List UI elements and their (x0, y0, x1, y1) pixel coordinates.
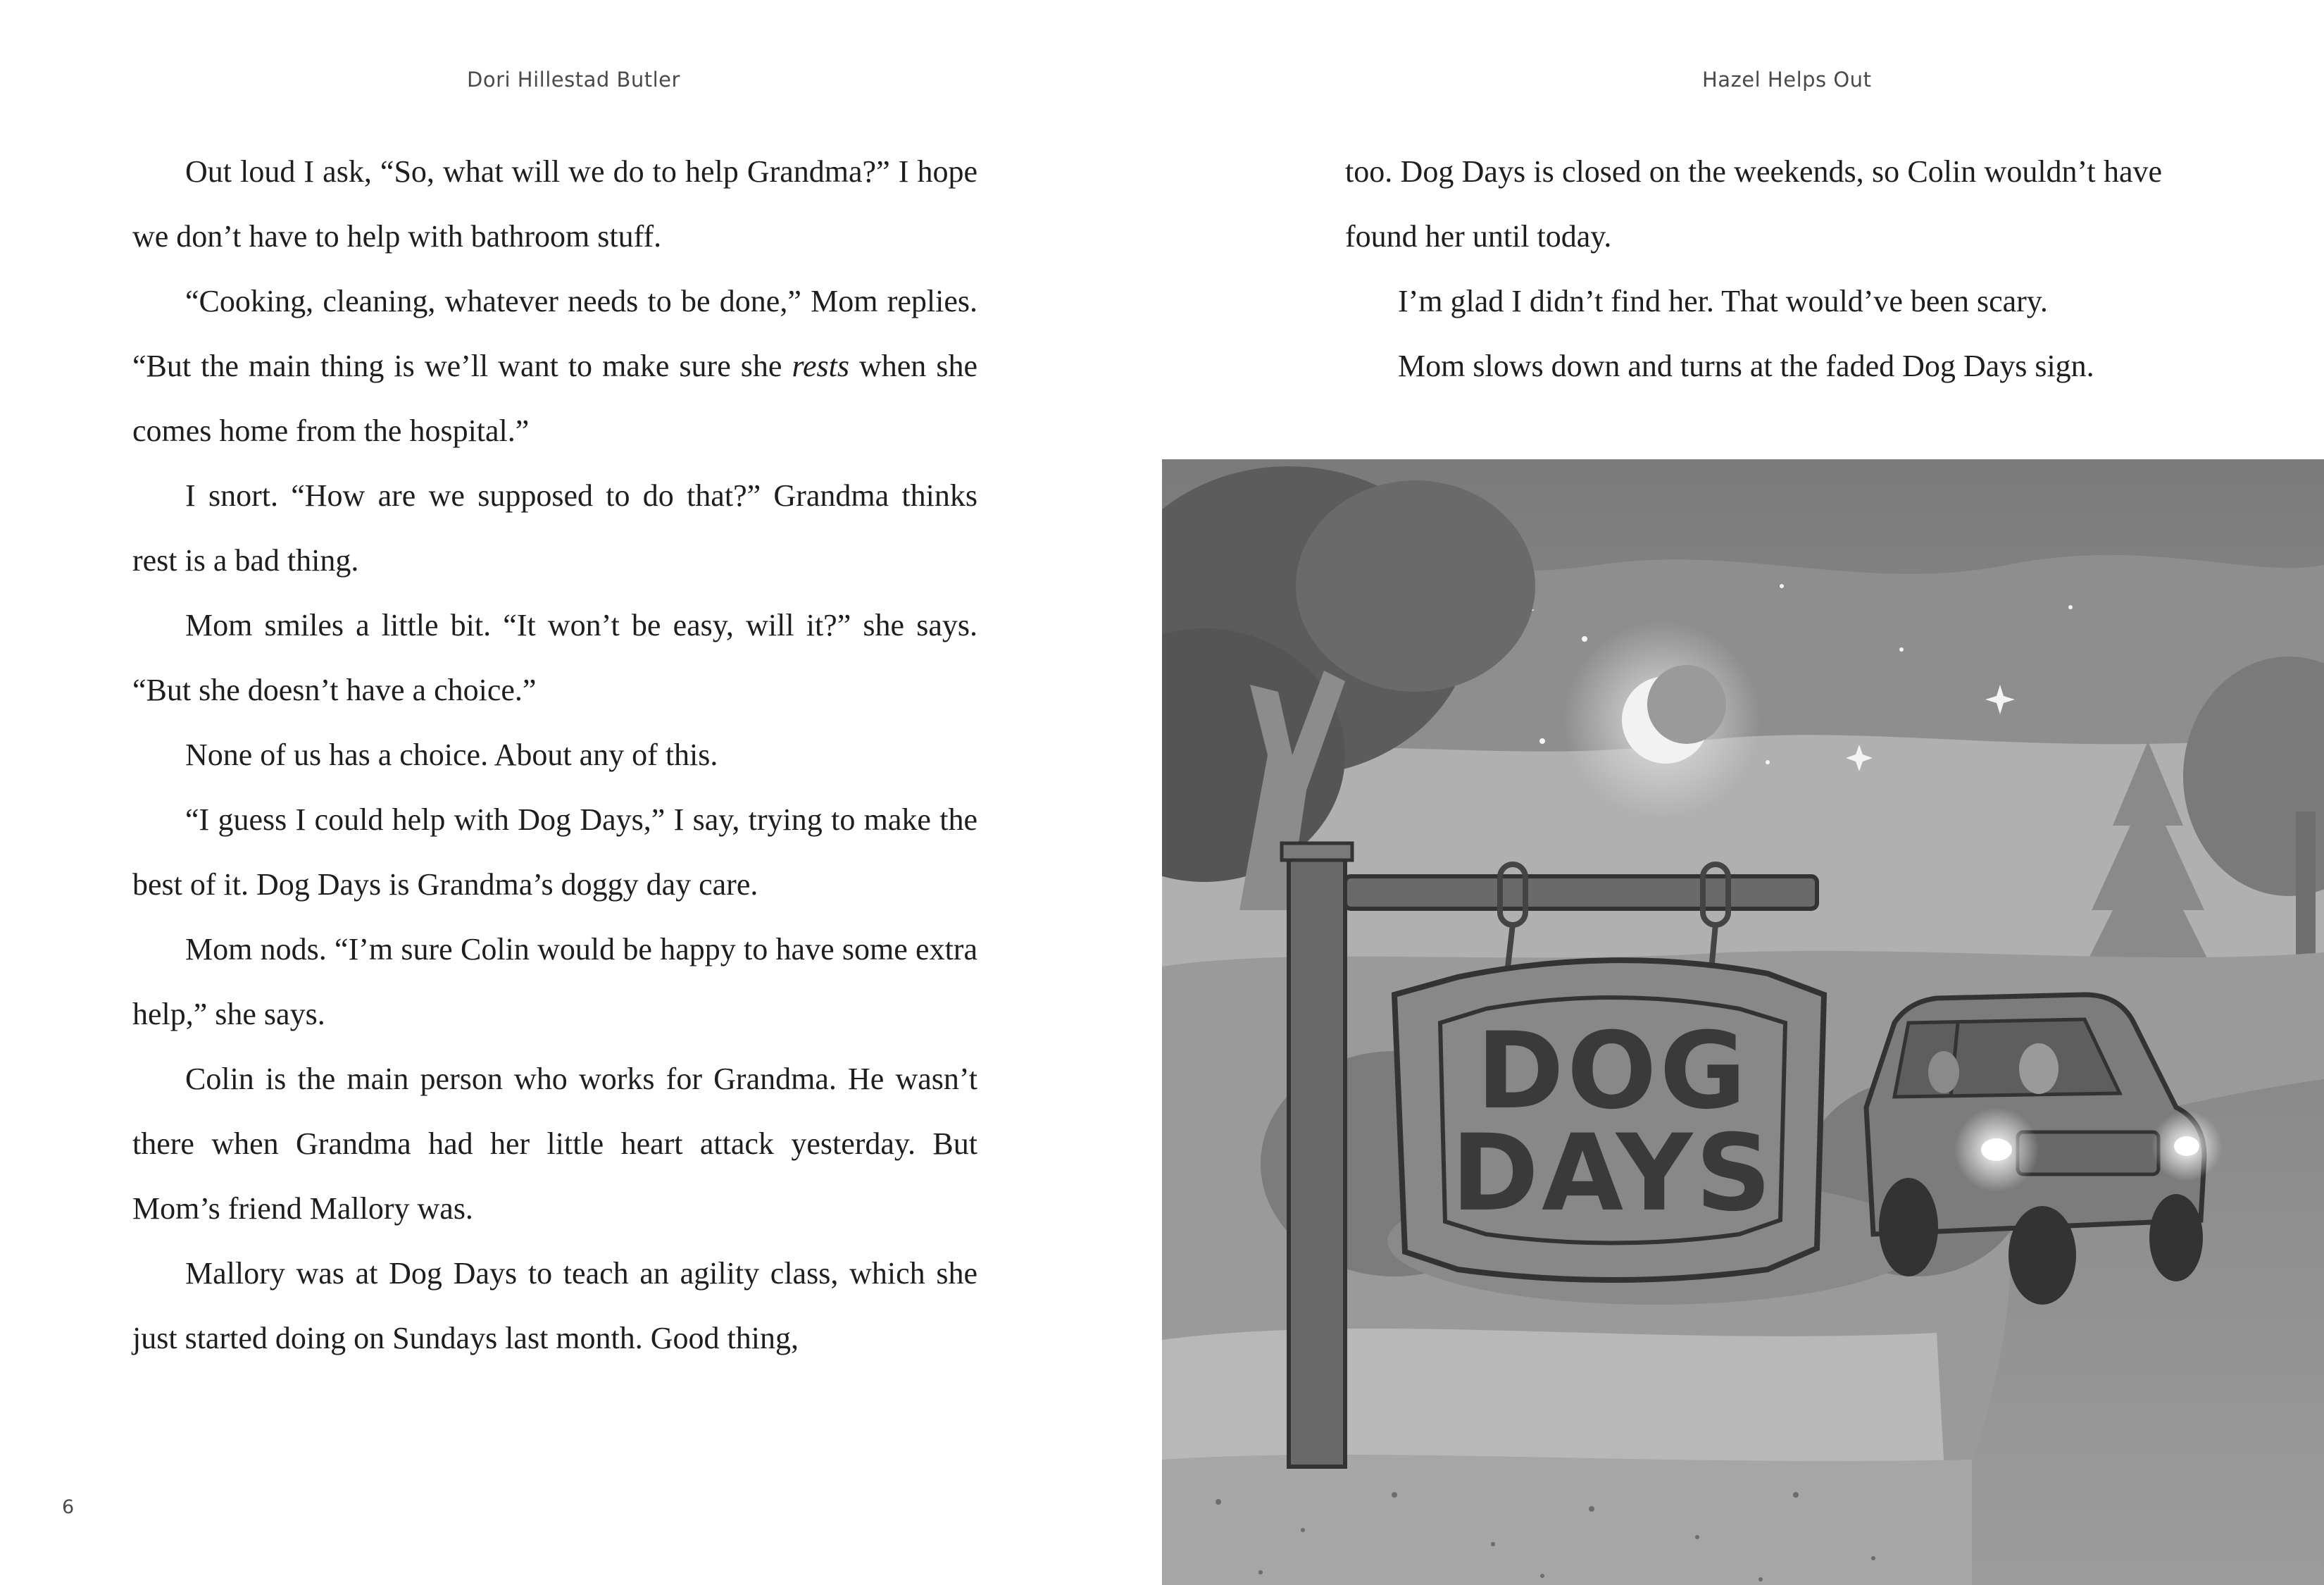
paragraph-continued: too. Dog Days is closed on the weekends, so Colin wouldn’t have found her until today. (1345, 154, 2162, 254)
paragraph: I snort. “How are we supposed to do that?” Grandma thinks rest is a bad thing. (132, 478, 977, 578)
paragraph: Mom slows down and turns at the faded Dog Days sign. (1398, 349, 2094, 383)
sign-text-line-2: DAYS (1451, 1112, 1775, 1235)
left-page-body (132, 139, 977, 1371)
paragraph: Mom smiles a little bit. “It won’t be easy, will it?” she says. “But she doesn’t have a choice.” (132, 608, 977, 707)
running-head-author: Dori Hillestad Butler (467, 68, 680, 92)
paragraph: None of us has a choice. About any of this. (185, 738, 718, 772)
running-head-title: Hazel Helps Out (1702, 68, 1872, 92)
dog-days-sign (1394, 960, 1824, 1280)
paragraph: I’m glad I didn’t find her. That would’ve been scary. (1398, 284, 2048, 318)
paragraph: “I guess I could help with Dog Days,” I say, trying to make the best of it. Dog Days is Grandma’s doggy day care. (132, 802, 977, 902)
headlight-right (2174, 1136, 2199, 1156)
right-page (1162, 0, 2324, 1585)
paragraph: Mom nods. “I’m sure Colin would be happy to have some extra help,” she says. (132, 932, 977, 1031)
right-page-body (1345, 139, 2162, 399)
paragraph: “Cooking, cleaning, whatever needs to be done,” Mom replies. “But the main thing is we’ll want to make sure she rests when she comes home from the hospital.” (132, 284, 978, 448)
page-number: 6 (62, 1496, 75, 1518)
paragraph: Out loud I ask, “So, what will we do to help Grandma?” I hope we don’t have to help with bathroom stuff. (132, 154, 977, 254)
sign-text-line-1: DOG (1476, 1010, 1749, 1133)
headlight-left (1981, 1138, 2012, 1161)
paragraph: Colin is the main person who works for Grandma. He wasn’t there when Grandma had her little heart attack yesterday. But Mom’s friend Mallory was. (132, 1062, 977, 1226)
night-road-illustration (1162, 459, 2324, 1585)
emphasis-word: rests (792, 349, 849, 383)
paragraph: Mallory was at Dog Days to teach an agility class, which she just started doing on Sundays last month. Good thing, (132, 1256, 977, 1355)
